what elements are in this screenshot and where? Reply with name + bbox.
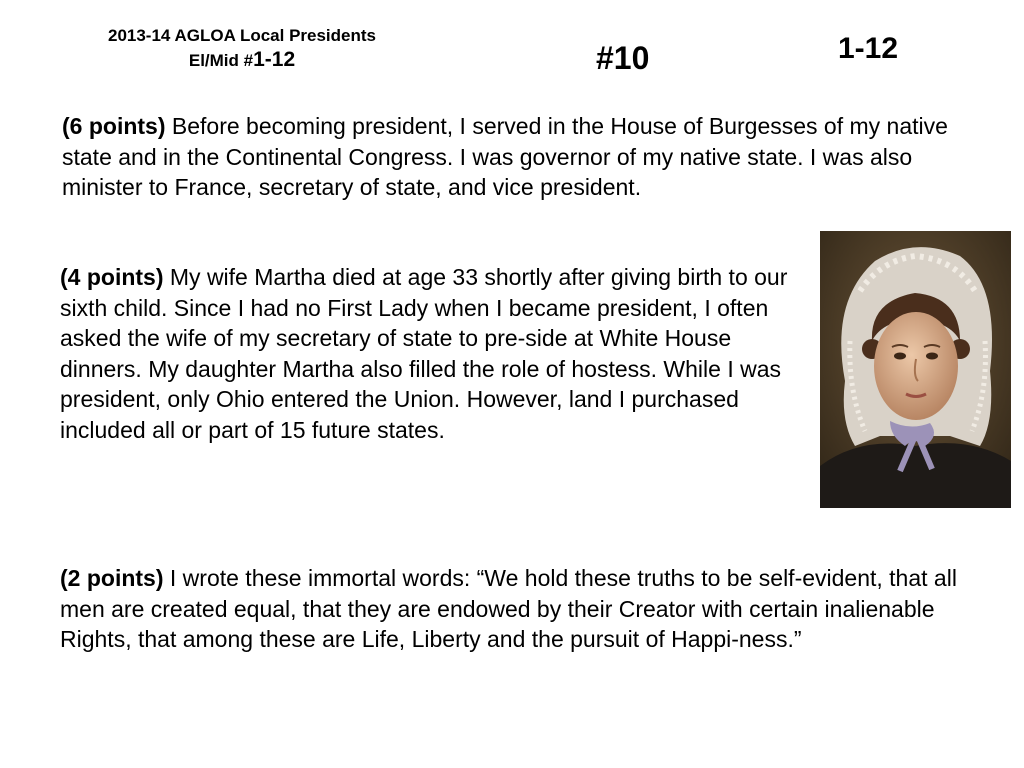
- clue-text: My wife Martha died at age 33 shortly after giving birth to our sixth child. Since I had no First Lady when I became president, I often asked the wife of my secretary of state to pre-side at White House dinners. My daughter Martha also filled the role of hostess. While I was president, only Ohio entered the Union. However, land I purchased included all or part of 15 future states.: [60, 264, 788, 443]
- clue-points-label: (2 points): [60, 565, 164, 591]
- portrait-painting-icon: [820, 231, 1011, 508]
- portrait-image: [820, 231, 1011, 508]
- header-title-line1: 2013-14 AGLOA Local Presidents: [107, 26, 376, 45]
- clue-2-points: [60, 563, 1000, 655]
- header-title-code: 1-12: [253, 48, 296, 71]
- clue-points-label: (4 points): [60, 264, 164, 290]
- clue-6-points: [62, 111, 962, 203]
- clue-text: Before becoming president, I served in the House of Burgesses of my native state and in the Continental Congress. I was governor of my native state. I was also minister to France, secretary of state, and vice president.: [62, 113, 948, 200]
- clue-text: I wrote these immortal words: “We hold these truths to be self-evident, that all men are created equal, that they are endowed by their Creator with certain inalienable Rights, that among these are Life, Liberty and the pursuit of Happi-ness.”: [60, 565, 957, 652]
- clue-4-points: [60, 262, 790, 445]
- header-title-line2: [82, 48, 402, 73]
- corner-label: 1-12: [838, 32, 899, 65]
- header-title-prefix: El/Mid #: [188, 51, 254, 70]
- header-title: [82, 24, 402, 73]
- slide-number: #10: [596, 40, 650, 76]
- clue-points-label: (6 points): [62, 113, 166, 139]
